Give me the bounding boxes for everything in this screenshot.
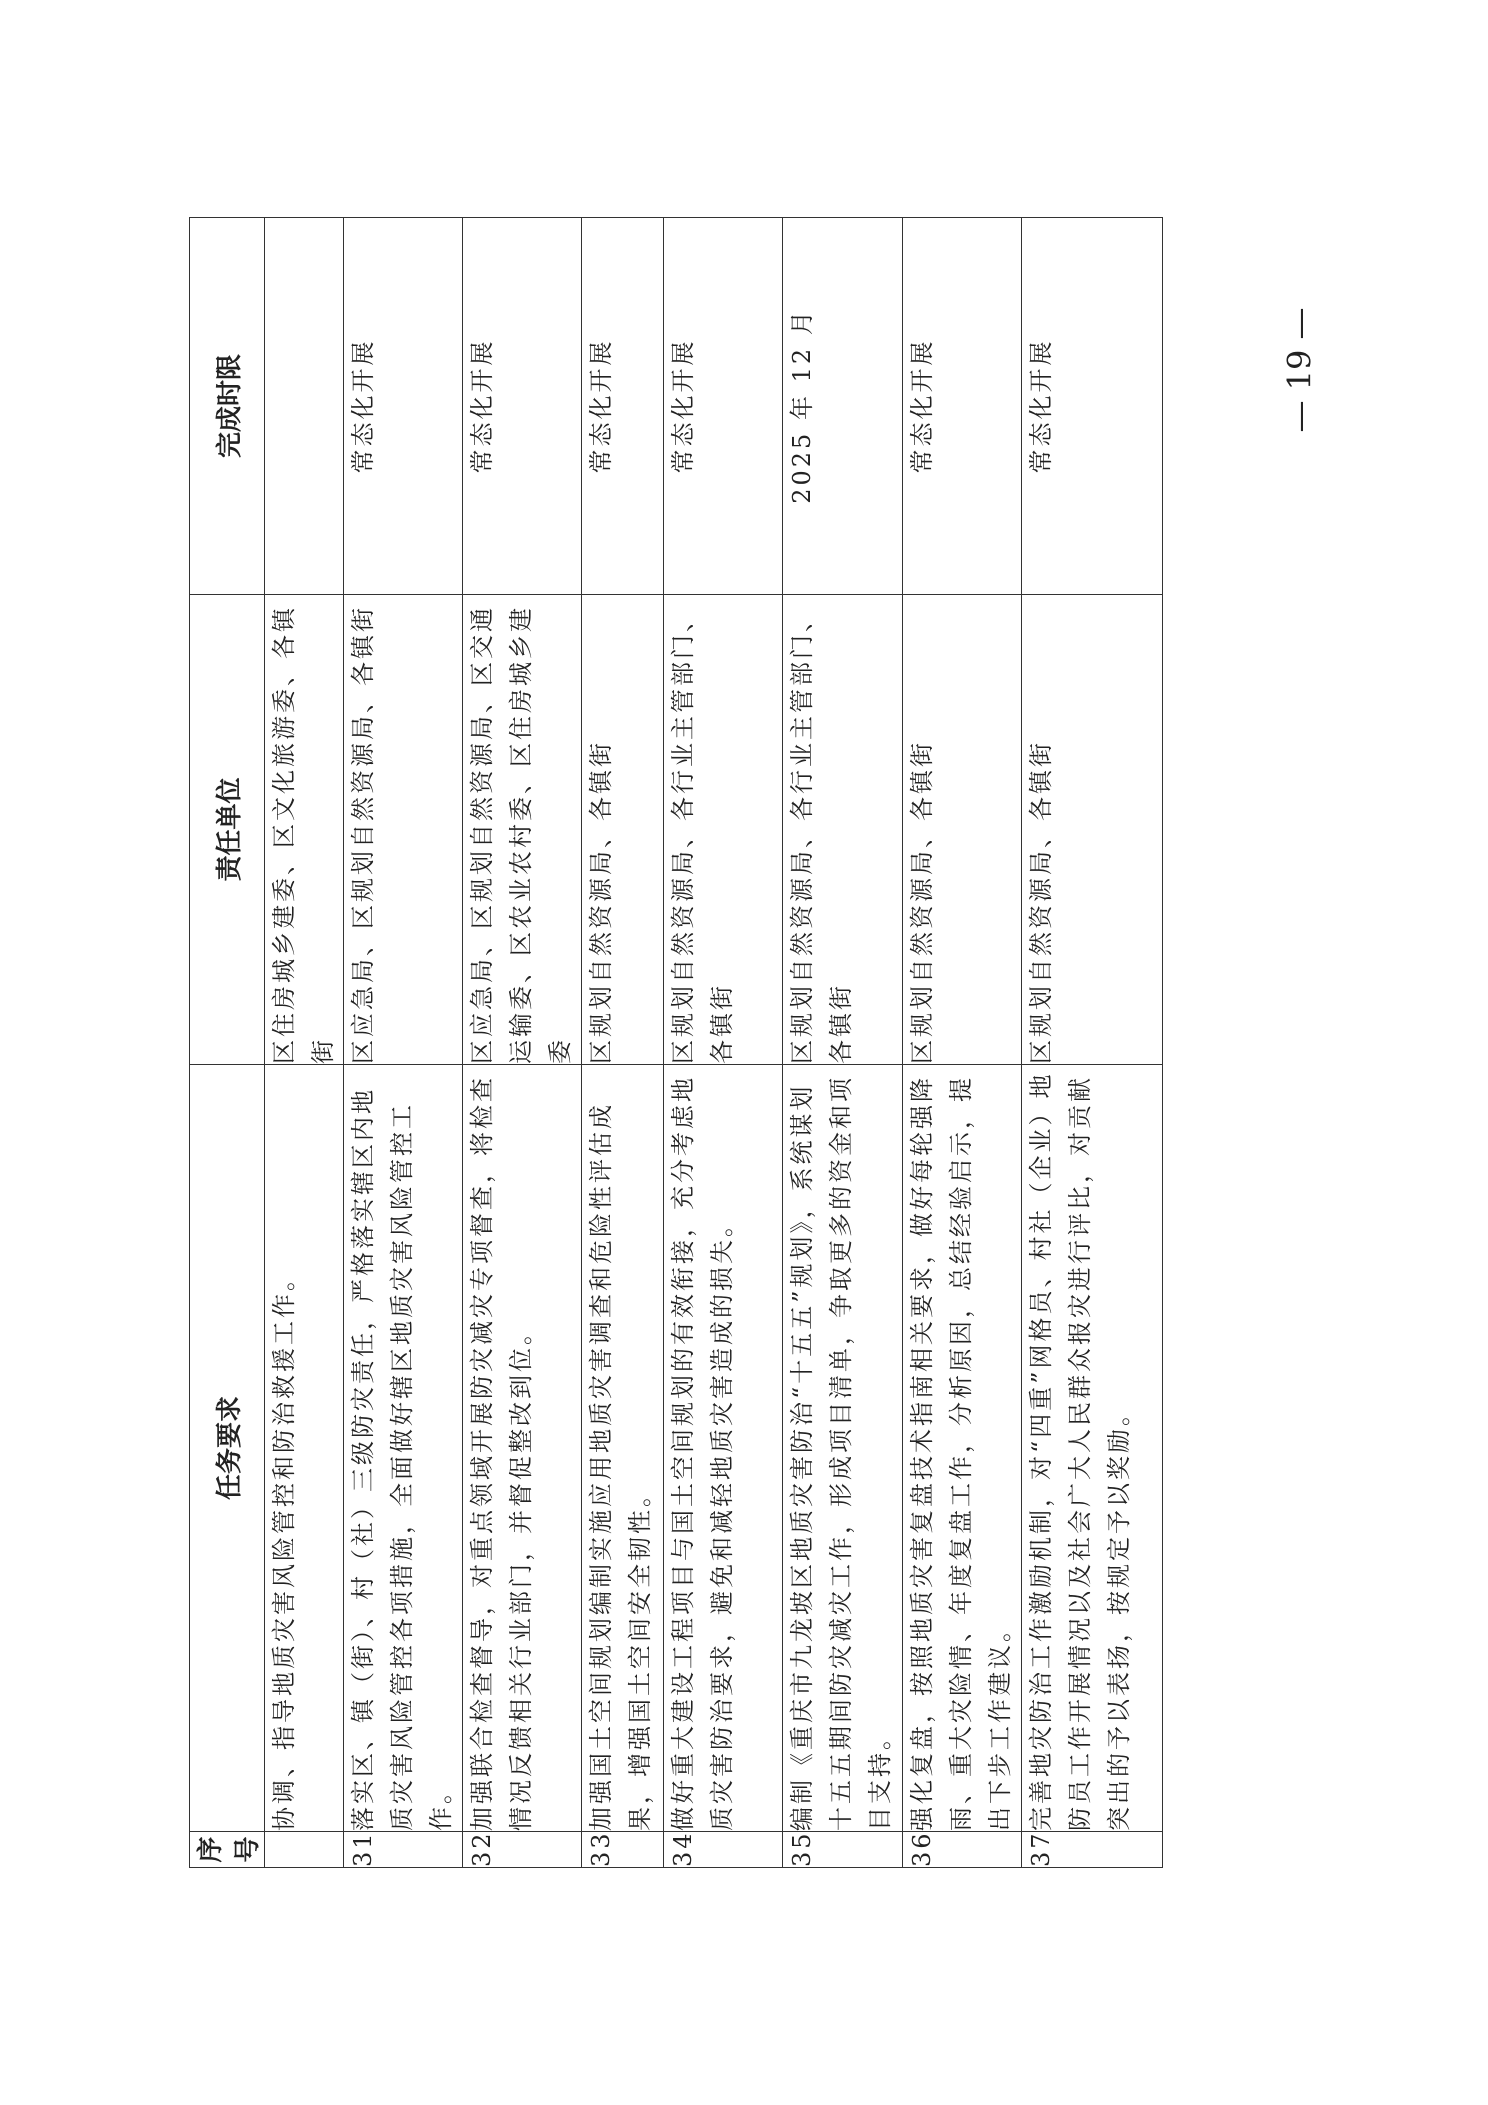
row-unit: 区规划自然资源局、各镇街 [903, 595, 1022, 1065]
row-unit: 区应急局、区规划自然资源局、各镇街 [344, 595, 463, 1065]
row-task: 协调、指导地质灾害风险管控和防治救援工作。 [265, 1065, 344, 1832]
row-deadline: 常态化开展 [582, 218, 664, 595]
header-index: 序号 [190, 1832, 265, 1868]
row-unit: 区规划自然资源局、各镇街 [1022, 595, 1163, 1065]
row-deadline: 常态化开展 [463, 218, 582, 595]
table-row [783, 218, 903, 1868]
row-deadline: 常态化开展 [344, 218, 463, 595]
table-row [1022, 218, 1163, 1868]
row-task: 编制《重庆市九龙坡区地质灾害防治“十五五”规划》，系统谋划十五五期间防灾减灾工作，形成项目清单，争取更多的资金和项目支持。 [783, 1065, 903, 1832]
page-number [1270, 270, 1330, 470]
row-index: 33 [582, 1832, 664, 1868]
rotated-page-content [189, 218, 1133, 1868]
table-row [903, 218, 1022, 1868]
header-unit: 责任单位 [190, 595, 265, 1065]
row-deadline [265, 218, 344, 595]
row-task: 加强联合检查督导，对重点领域开展防灾减灾专项督查，将检查情况反馈相关行业部门，并督促整改到位。 [463, 1065, 582, 1832]
table-header-row [190, 218, 265, 1868]
header-deadline: 完成时限 [190, 218, 265, 595]
row-index: 36 [903, 1832, 1022, 1868]
page-number-text: — 19 — [1281, 307, 1319, 433]
table-row [582, 218, 664, 1868]
table-row [463, 218, 582, 1868]
table-row [664, 218, 783, 1868]
row-index: 31 [344, 1832, 463, 1868]
row-unit: 区规划自然资源局、各行业主管部门、各镇街 [664, 595, 783, 1065]
row-deadline: 常态化开展 [903, 218, 1022, 595]
row-task: 做好重大建设工程项目与国土空间规划的有效衔接，充分考虑地质灾害防治要求，避免和减轻地质灾害造成的损失。 [664, 1065, 783, 1832]
table-row [344, 218, 463, 1868]
table-row [265, 218, 344, 1868]
row-unit: 区规划自然资源局、各行业主管部门、各镇街 [783, 595, 903, 1065]
row-unit: 区住房城乡建委、区文化旅游委、各镇街 [265, 595, 344, 1065]
row-index [265, 1832, 344, 1868]
row-index: 32 [463, 1832, 582, 1868]
row-unit: 区规划自然资源局、各镇街 [582, 595, 664, 1065]
row-deadline: 2025 年 12 月 [783, 218, 903, 595]
row-task: 完善地灾防治工作激励机制，对“四重”网格员、村社（企业）地防员工作开展情况以及社会广大人民群众报灾进行评比，对贡献突出的予以表扬，按规定予以奖励。 [1022, 1065, 1163, 1832]
header-task: 任务要求 [190, 1065, 265, 1832]
row-task: 落实区、镇（街）、村（社）三级防灾责任，严格落实辖区内地质灾害风险管控各项措施，全面做好辖区地质灾害风险管控工作。 [344, 1065, 463, 1832]
row-deadline: 常态化开展 [664, 218, 783, 595]
row-index: 37 [1022, 1832, 1163, 1868]
row-index: 34 [664, 1832, 783, 1868]
row-task: 加强国土空间规划编制实施应用地质灾害调查和危险性评估成果，增强国土空间安全韧性。 [582, 1065, 664, 1832]
row-index: 35 [783, 1832, 903, 1868]
row-unit: 区应急局、区规划自然资源局、区交通运输委、区农业农村委、区住房城乡建委 [463, 595, 582, 1065]
row-task: 强化复盘，按照地质灾害复盘技术指南相关要求，做好每轮强降雨、重大灾险情、年度复盘工作，分析原因，总结经验启示，提出下步工作建议。 [903, 1065, 1022, 1832]
row-deadline: 常态化开展 [1022, 218, 1163, 595]
task-table [189, 217, 1163, 1868]
